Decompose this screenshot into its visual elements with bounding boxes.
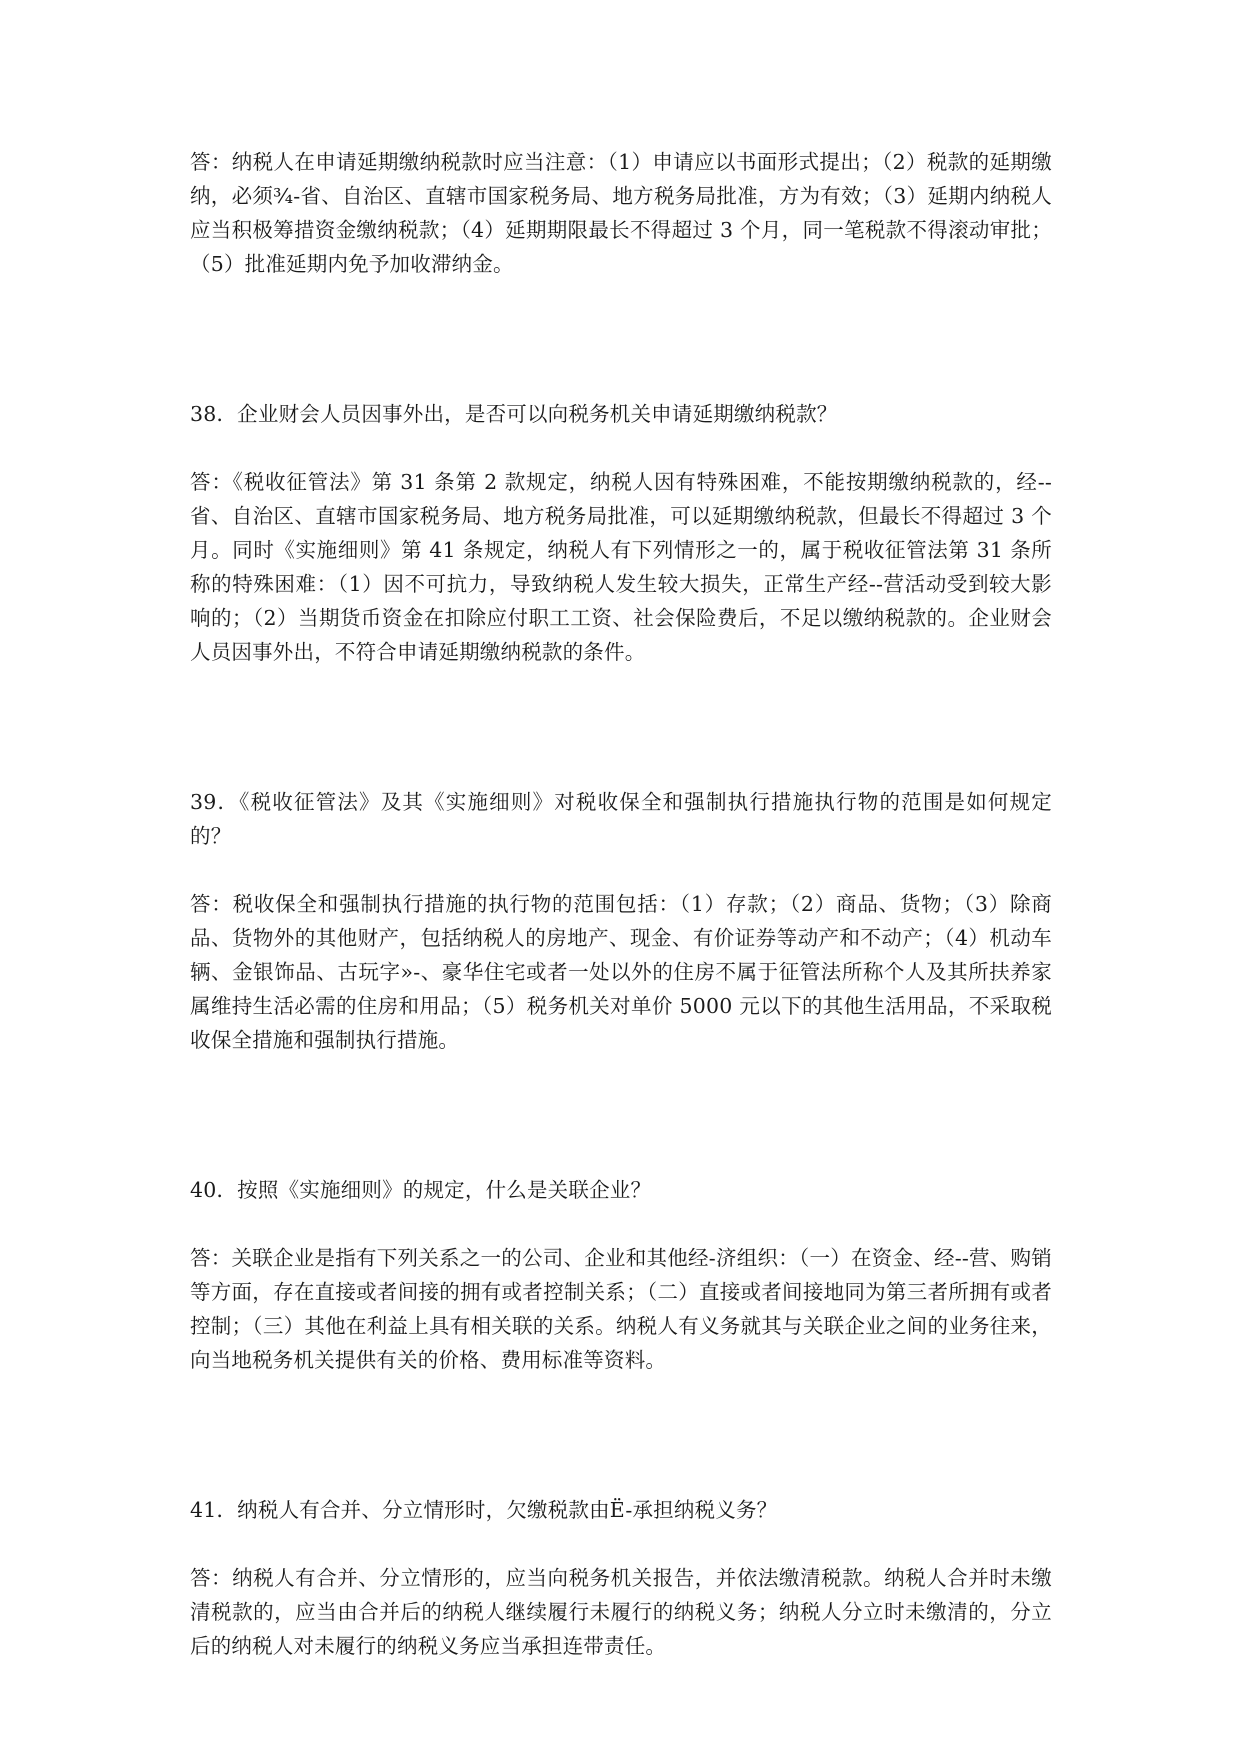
spacer xyxy=(190,1207,1052,1241)
answer-37: 答：纳税人在申请延期缴纳税款时应当注意：（1）申请应以书面形式提出；（2）税款的延期缴纳，必须¾-省、自治区、直辖市国家税务局、地方税务局批准，方为有效；（3）延期内纳税人应当积极筹措资金缴纳税款；（4）延期期限最长不得超过 3 个月，同一笔税款不得滚动审批；（5）批准延期内免予加收滞纳金。 xyxy=(190,150,1052,276)
answer-40: 答：关联企业是指有下列关系之一的公司、企业和其他经-济组织：（一）在资金、经--营、购销等方面，存在直接或者间接的拥有或者控制关系；（二）直接或者间接地同为第三者所拥有或者控制；（三）其他在利益上具有相关联的关系。纳税人有义务就其与关联企业之间的业务往来，向当地税务机关提供有关的价格、费用标准等资料。 xyxy=(190,1246,1052,1372)
spacer xyxy=(190,1057,1052,1173)
spacer xyxy=(190,1377,1052,1493)
answer-41: 答：纳税人有合并、分立情形的，应当向税务机关报告，并依法缴清税款。纳税人合并时未缴清税款的，应当由合并后的纳税人继续履行未履行的纳税义务；纳税人分立时未缴清的，分立后的纳税人对未履行的纳税义务应当承担连带责任。 xyxy=(190,1566,1052,1658)
answer-39: 答：税收保全和强制执行措施的执行物的范围包括：（1）存款；（2）商品、货物；（3）除商品、货物外的其他财产，包括纳税人的房地产、现金、有价证券等动产和不动产；（4）机动车辆、金银饰品、古玩字»-、豪华住宅或者一处以外的住房不属于征管法所称个人及其所扶养家属维持生活必需的住房和用品；（5）税务机关对单价 5000 元以下的其他生活用品，不采取税收保全措施和强制执行措施。 xyxy=(190,892,1052,1052)
question-38: 38．企业财会人员因事外出，是否可以向税务机关申请延期缴纳税款？ xyxy=(190,402,838,426)
document-page xyxy=(190,145,1052,1663)
spacer xyxy=(190,431,1052,465)
question-39: 39．《税收征管法》及其《实施细则》对税收保全和强制执行措施执行物的范围是如何规定的？ xyxy=(190,790,1052,848)
answer-38: 答：《税收征管法》第 31 条第 2 款规定，纳税人因有特殊困难，不能按期缴纳税款的，经--省、自治区、直辖市国家税务局、地方税务局批准，可以延期缴纳税款，但最长不得超过 3 个月。同时《实施细则》第 41 条规定，纳税人有下列情形之一的，属于税收征管法第 31 条所称的特殊困难：（1）因不可抗力，导致纳税人发生较大损失，正常生产经--营活动受到较大影响的；（2）当期货币资金在扣除应付职工工资、社会保险费后，不足以缴纳税款的。企业财会人员因事外出，不符合申请延期缴纳税款的条件。 xyxy=(190,470,1052,664)
question-41: 41．纳税人有合并、分立情形时，欠缴税款由Ë-承担纳税义务？ xyxy=(190,1498,778,1522)
spacer xyxy=(190,281,1052,397)
spacer xyxy=(190,669,1052,785)
spacer xyxy=(190,1527,1052,1561)
question-40: 40．按照《实施细则》的规定，什么是关联企业？ xyxy=(190,1178,652,1202)
spacer xyxy=(190,853,1052,887)
